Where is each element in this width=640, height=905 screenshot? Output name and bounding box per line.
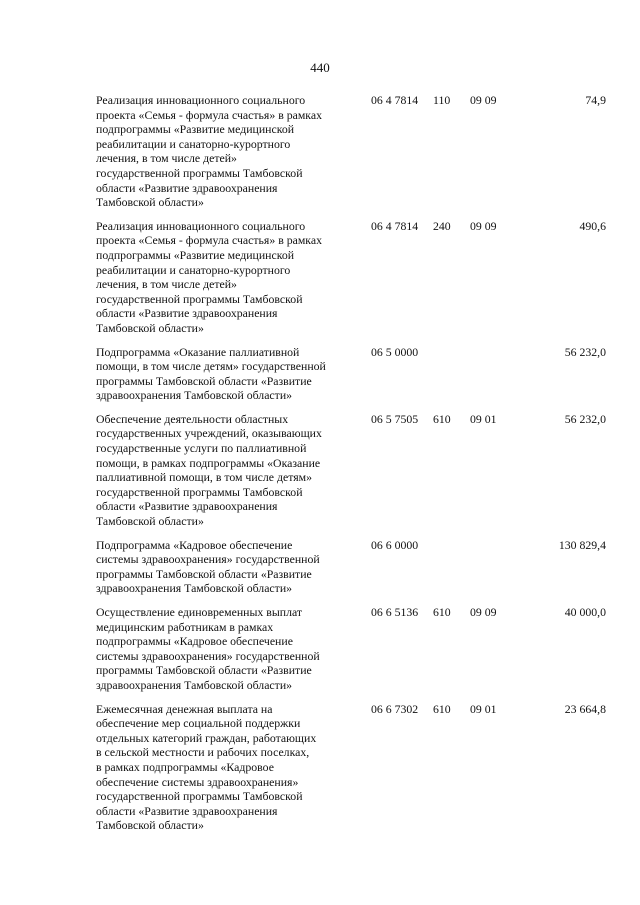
section-code: 09 09 (470, 218, 497, 233)
table-row (96, 219, 606, 336)
table-row (96, 605, 606, 693)
row-description: Реализация инновационного социального проекта «Семья - формула счастья» в рамках подпрограммы «Развитие медицинской реабилитации и санаторно-курортного лечения, в том числе детей» государственной программы Тамбовской области «Развитие здравоохранения Тамбовской области» (96, 218, 322, 335)
table-row (96, 702, 606, 833)
table-row (96, 93, 606, 210)
target-article-code: 06 5 7505 (371, 411, 419, 426)
target-article-code: 06 6 7302 (371, 701, 419, 716)
row-description: Осуществление единовременных выплат медицинским работникам в рамках подпрограммы «Кадровое обеспечение системы здравоохранения» государственной программы Тамбовской области «Развитие здравоохранения Тамбовской области» (96, 605, 320, 692)
target-article-code: 06 4 7814 (371, 93, 419, 107)
table-row (96, 538, 606, 596)
row-description: Реализация инновационного социального проекта «Семья - формула счастья» в рамках подпрограммы «Развитие медицинской реабилитации и санаторно-курортного лечения, в том числе детей» государственной программы Тамбовской области «Развитие здравоохранения Тамбовской области» (96, 93, 322, 210)
table-row (96, 345, 606, 403)
amount-value: 23 664,8 (564, 701, 606, 716)
expense-type-code: 610 (433, 605, 451, 619)
row-description: Подпрограмма «Кадровое обеспечение системы здравоохранения» государственной программы Тамбовской области «Развитие здравоохранения Тамбовской области» (96, 537, 320, 596)
page-number: 440 (310, 60, 330, 75)
amount-value: 56 232,0 (564, 411, 606, 426)
amount-value: 40 000,0 (564, 605, 606, 619)
amount-value: 74,9 (585, 93, 606, 107)
table-row (96, 412, 606, 529)
row-description: Ежемесячная денежная выплата на обеспечение мер социальной поддержки отдельных категорий граждан, работающих в сельской местности и рабочих поселках, в рамках подпрограммы «Кадровое обеспечение системы здравоохранения» государственной программы Тамбовской области «Развитие здравоохранения Тамбовской области» (96, 701, 317, 833)
expense-type-code: 610 (433, 701, 451, 716)
amount-value: 56 232,0 (564, 344, 606, 359)
expense-type-code: 110 (433, 93, 451, 107)
target-article-code: 06 6 5136 (371, 605, 419, 619)
section-code: 09 09 (470, 93, 497, 107)
expense-type-code: 610 (433, 411, 451, 426)
section-code: 09 09 (470, 605, 497, 619)
row-description: Подпрограмма «Оказание паллиативной помощи, в том числе детям» государственной программы Тамбовской области «Развитие здравоохранения Тамбовской области» (96, 344, 326, 403)
target-article-code: 06 6 0000 (371, 537, 419, 552)
budget-table (96, 93, 606, 842)
amount-value: 490,6 (579, 218, 606, 233)
target-article-code: 06 5 0000 (371, 344, 419, 359)
section-code: 09 01 (470, 701, 497, 716)
row-description: Обеспечение деятельности областных государственных учреждений, оказывающих государственные услуги по паллиативной помощи, в рамках подпрограммы «Оказание паллиативной помощи, в том числе детям» государственной программы Тамбовской области «Развитие здравоохранения Тамбовской области» (96, 411, 322, 529)
expense-type-code: 240 (433, 218, 451, 233)
section-code: 09 01 (470, 411, 497, 426)
target-article-code: 06 4 7814 (371, 218, 419, 233)
amount-value: 130 829,4 (558, 537, 606, 552)
